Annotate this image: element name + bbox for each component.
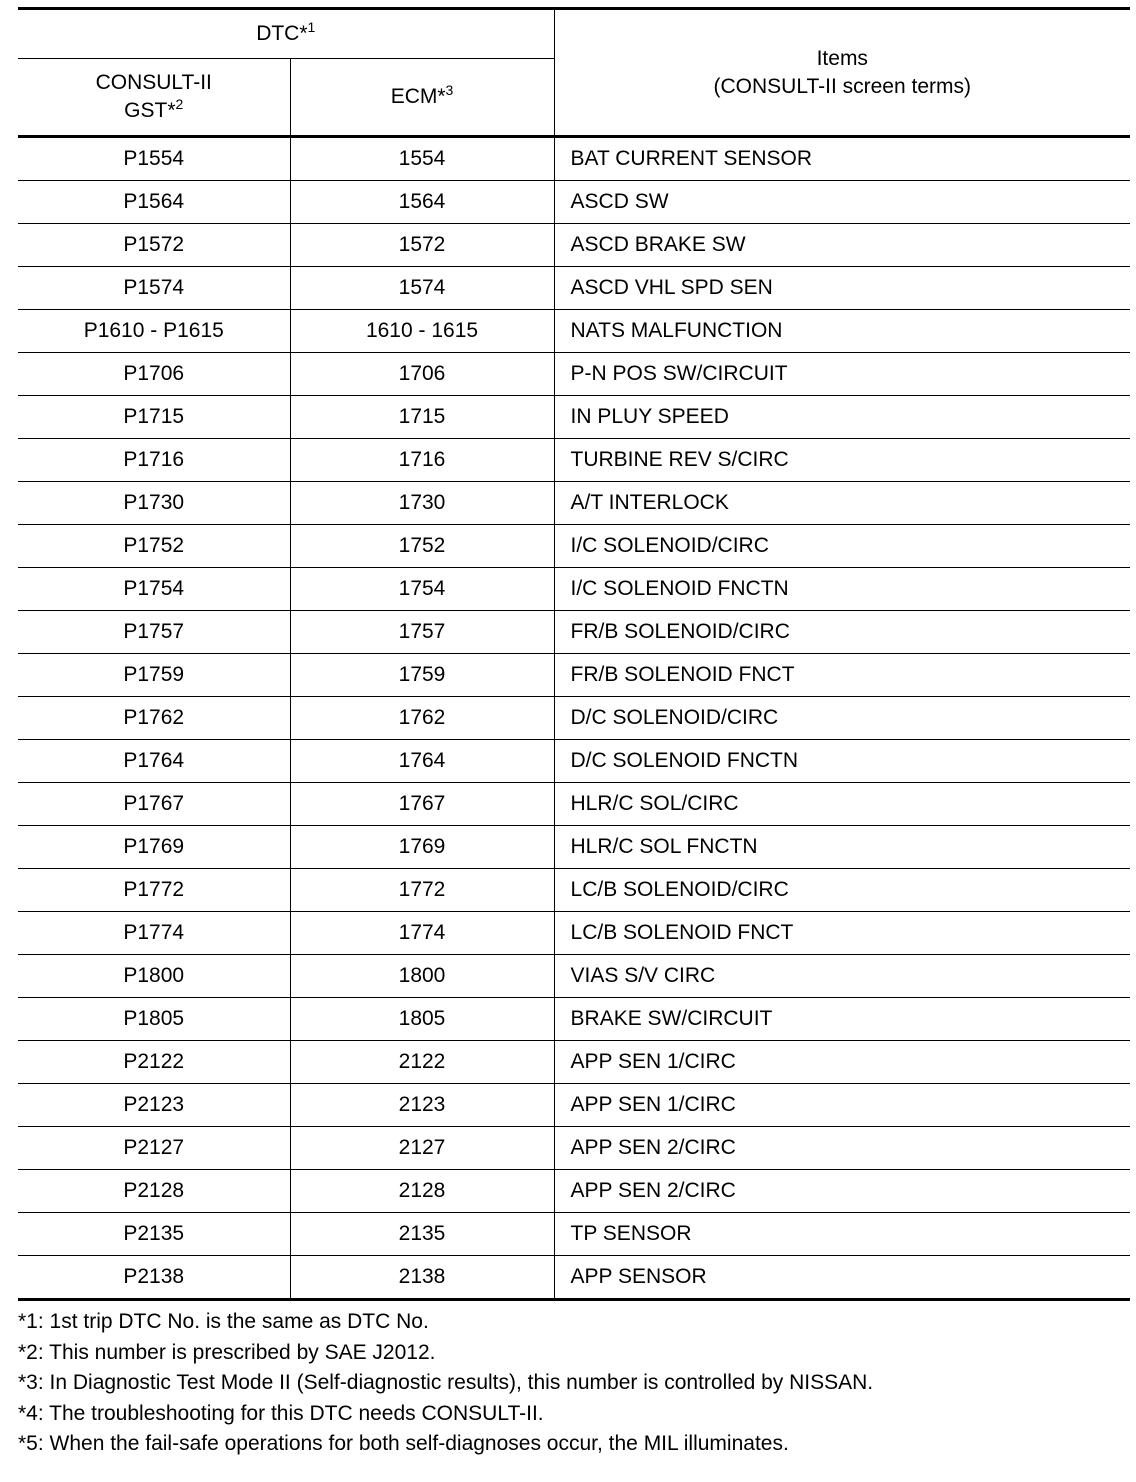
table-row (18, 525, 1130, 568)
table-row (18, 353, 1130, 396)
table-row (18, 267, 1130, 310)
consult-gst-header (18, 59, 290, 137)
consult-gst-cell: P2123 (18, 1084, 290, 1127)
item-cell: P-N POS SW/CIRCUIT (554, 353, 1130, 396)
item-cell: NATS MALFUNCTION (554, 310, 1130, 353)
ecm-cell: 1574 (290, 267, 554, 310)
consult-gst-cell: P1759 (18, 654, 290, 697)
table-row (18, 439, 1130, 482)
footnote: *3: In Diagnostic Test Mode II (Self-diagnostic results), this number is controlled by NISSAN. (18, 1371, 874, 1395)
table-row (18, 1084, 1130, 1127)
item-cell: IN PLUY SPEED (554, 396, 1130, 439)
ecm-header-footnote: 3 (445, 82, 454, 98)
table-row (18, 783, 1130, 826)
table-row (18, 654, 1130, 697)
ecm-cell: 1706 (290, 353, 554, 396)
ecm-cell: 2138 (290, 1256, 554, 1300)
consult-gst-cell: P1762 (18, 697, 290, 740)
item-cell: A/T INTERLOCK (554, 482, 1130, 525)
item-cell: HLR/C SOL FNCTN (554, 826, 1130, 869)
items-header-line1: Items (816, 46, 868, 70)
ecm-cell: 1772 (290, 869, 554, 912)
ecm-cell: 1764 (290, 740, 554, 783)
ecm-cell: 1716 (290, 439, 554, 482)
consult-gst-cell: P2138 (18, 1256, 290, 1300)
table-row (18, 998, 1130, 1041)
consult-gst-cell: P1572 (18, 224, 290, 267)
ecm-cell: 2135 (290, 1213, 554, 1256)
table-row (18, 826, 1130, 869)
table-row (18, 869, 1130, 912)
ecm-cell: 2122 (290, 1041, 554, 1084)
ecm-cell: 2123 (290, 1084, 554, 1127)
table-row (18, 1256, 1130, 1300)
ecm-cell: 1572 (290, 224, 554, 267)
table-body (18, 137, 1130, 1300)
item-cell: APP SEN 1/CIRC (554, 1084, 1130, 1127)
table-row (18, 482, 1130, 525)
table-row (18, 396, 1130, 439)
table-row (18, 611, 1130, 654)
consult-gst-cell: P1805 (18, 998, 290, 1041)
ecm-cell: 1564 (290, 181, 554, 224)
footnote: *5: When the fail-safe operations for both self-diagnoses occur, the MIL illuminates. (18, 1432, 789, 1456)
item-cell: I/C SOLENOID FNCTN (554, 568, 1130, 611)
table-row (18, 568, 1130, 611)
table-row (18, 224, 1130, 267)
consult-gst-cell: P1706 (18, 353, 290, 396)
item-cell: FR/B SOLENOID/CIRC (554, 611, 1130, 654)
ecm-cell: 1805 (290, 998, 554, 1041)
ecm-cell: 1800 (290, 955, 554, 998)
dtc-table (18, 7, 1130, 1301)
item-cell: VIAS S/V CIRC (554, 955, 1130, 998)
dtc-table-container (18, 7, 1130, 1460)
table-row (18, 740, 1130, 783)
ecm-cell: 1759 (290, 654, 554, 697)
ecm-cell: 1752 (290, 525, 554, 568)
item-cell: BRAKE SW/CIRCUIT (554, 998, 1130, 1041)
table-row (18, 955, 1130, 998)
ecm-cell: 1762 (290, 697, 554, 740)
table-row (18, 912, 1130, 955)
consult-gst-cell: P1752 (18, 525, 290, 568)
item-cell: HLR/C SOL/CIRC (554, 783, 1130, 826)
table-row (18, 1170, 1130, 1213)
item-cell: ASCD BRAKE SW (554, 224, 1130, 267)
consult-gst-cell: P1800 (18, 955, 290, 998)
table-row (18, 1041, 1130, 1084)
ecm-cell: 1554 (290, 137, 554, 181)
consult-gst-cell: P2127 (18, 1127, 290, 1170)
item-cell: BAT CURRENT SENSOR (554, 137, 1130, 181)
item-cell: LC/B SOLENOID/CIRC (554, 869, 1130, 912)
ecm-cell: 1610 - 1615 (290, 310, 554, 353)
consult-gst-cell: P1610 - P1615 (18, 310, 290, 353)
item-cell: D/C SOLENOID/CIRC (554, 697, 1130, 740)
item-cell: TURBINE REV S/CIRC (554, 439, 1130, 482)
footnote: *1: 1st trip DTC No. is the same as DTC No. (18, 1310, 429, 1333)
ecm-cell: 2127 (290, 1127, 554, 1170)
items-header-line2: (CONSULT-II screen terms) (713, 74, 971, 98)
footnote: *4: The troubleshooting for this DTC needs CONSULT-II. (18, 1401, 544, 1425)
consult-header-line2: GST* (124, 99, 176, 122)
consult-gst-cell: P2135 (18, 1213, 290, 1256)
consult-gst-cell: P2128 (18, 1170, 290, 1213)
item-cell: ASCD VHL SPD SEN (554, 267, 1130, 310)
consult-gst-cell: P1564 (18, 181, 290, 224)
table-row (18, 1213, 1130, 1256)
consult-gst-cell: P1764 (18, 740, 290, 783)
item-cell: FR/B SOLENOID FNCT (554, 654, 1130, 697)
ecm-cell: 1754 (290, 568, 554, 611)
item-cell: APP SENSOR (570, 1265, 707, 1288)
consult-gst-cell: P1772 (18, 869, 290, 912)
ecm-cell: 1715 (290, 396, 554, 439)
ecm-cell: 1769 (290, 826, 554, 869)
consult-gst-cell: P1767 (18, 783, 290, 826)
ecm-header-label: ECM* (390, 85, 446, 108)
ecm-cell: 1767 (290, 783, 554, 826)
consult-gst-cell: P1554 (18, 137, 290, 181)
consult-gst-cell: P1730 (18, 482, 290, 525)
consult-gst-cell: P1769 (18, 826, 290, 869)
item-cell: ASCD SW (554, 181, 1130, 224)
consult-header-line1: CONSULT-II (95, 71, 212, 94)
ecm-cell: 1774 (290, 912, 554, 955)
ecm-cell: 1730 (290, 482, 554, 525)
table-row (18, 137, 1130, 181)
table-header (18, 9, 1130, 137)
item-cell: D/C SOLENOID FNCTN (554, 740, 1130, 783)
ecm-cell: 2128 (290, 1170, 554, 1213)
item-cell: APP SEN 2/CIRC (554, 1127, 1130, 1170)
dtc-header-label: DTC* (256, 22, 308, 45)
consult-gst-cell: P1757 (18, 611, 290, 654)
footnote: *2: This number is prescribed by SAE J2012. (18, 1340, 436, 1364)
ecm-cell: 1757 (290, 611, 554, 654)
dtc-group-header (18, 9, 554, 59)
item-cell: APP SEN 2/CIRC (554, 1170, 1130, 1213)
footnotes (18, 1307, 1130, 1460)
consult-gst-cell: P1754 (18, 568, 290, 611)
item-cell: LC/B SOLENOID FNCT (554, 912, 1130, 955)
items-header (554, 9, 1130, 137)
consult-gst-cell: P2122 (18, 1041, 290, 1084)
consult-gst-cell: P1715 (18, 396, 290, 439)
consult-gst-cell: P1574 (18, 267, 290, 310)
dtc-header-footnote: 1 (307, 19, 316, 35)
consult-header-footnote: 2 (175, 96, 184, 112)
item-cell: TP SENSOR (554, 1213, 1130, 1256)
table-row (18, 310, 1130, 353)
table-row (18, 697, 1130, 740)
item-cell: I/C SOLENOID/CIRC (554, 525, 1130, 568)
consult-gst-cell: P1716 (18, 439, 290, 482)
ecm-header (290, 59, 554, 137)
consult-gst-cell: P1774 (18, 912, 290, 955)
table-row (18, 1127, 1130, 1170)
table-row (18, 181, 1130, 224)
item-cell: APP SEN 1/CIRC (554, 1041, 1130, 1084)
